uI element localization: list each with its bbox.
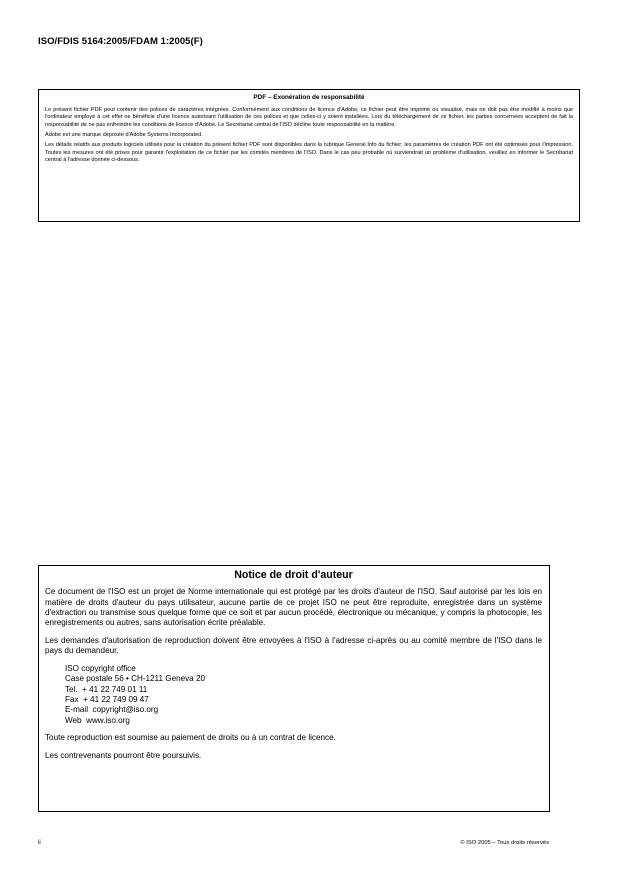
copyright-paragraph: Les contrevenants pourront être poursuivis. xyxy=(45,751,202,761)
address-web: Web www.iso.org xyxy=(65,715,130,725)
address-tel: Tel. + 41 22 749 01 11 xyxy=(65,684,148,694)
page-number: ii xyxy=(38,840,41,846)
disclaimer-paragraph: Adobe est une marque déposée d'Adobe Systems Incorporated. xyxy=(45,132,203,138)
copyright-paragraph: Toute reproduction est soumise au paiement de droits ou à un contrat de licence. xyxy=(45,733,336,743)
disclaimer-paragraph: Les détails relatifs aux produits logiciels utilisés pour la création du présent fichier PDF sont disponibles dans la rubrique General Info du fichier; les paramètres de création PDF ont été optimisés pour l'impression. Toutes les mesures ont été prises pour garantir l'exploitation de ce fichier par les comités membres de l'ISO. Dans le cas peu probable où surviendrait un problème d'utilisation, veuillez en informer le Secrétariat central à l'adresse donnée ci-dessous. xyxy=(45,142,573,163)
copyright-notice-title: Notice de droit d'auteur xyxy=(234,569,353,581)
address-postal: Case postale 56 • CH-1211 Geneva 20 xyxy=(65,674,206,684)
disclaimer-paragraph: Le présent fichier PDF peut contenir des polices de caractères intégrées. Conformément aux conditions de licence d'Adobe, ce fichier peut être imprimé ou visualisé, mais ne doit pas être modifié à moins que l'ordinateur employé à cet effet ne bénéficie d'une licence autorisant l'utilisation de ces polices et que celles-ci y soient installées. Lors du téléchargement de ce fichier, les parties concernées acceptent de fait la responsabilité de ne pas enfreindre les conditions de licence d'Adobe. Le Secrétariat central de l'ISO décline toute responsabilité en la matière. xyxy=(45,107,573,128)
footer-copyright: © ISO 2005 – Tous droits réservés xyxy=(460,840,549,846)
document-header: ISO/FDIS 5164:2005/FDAM 1:2005(F) xyxy=(38,36,203,47)
copyright-paragraph: Ce document de l'ISO est un projet de Norme internationale qui est protégé par les droits d'auteur de l'ISO. Sauf autorisé par les lois en matière de droits d'auteur du pays utilisateur, aucune partie de ce projet ISO ne peut être reproduite, enregistrée dans un système d'extraction ou transmise sous quelque forme que ce soit et par aucun procédé, électronique ou mécanique, y compris la photocopie, les enregistrements ou autres, sans autorisation écrite préalable. xyxy=(45,587,542,628)
address-email: E-mail copyright@iso.org xyxy=(65,705,159,715)
disclaimer-title: PDF – Exonération de responsabilité xyxy=(253,94,365,101)
address-fax: Fax + 41 22 749 09 47 xyxy=(65,694,149,704)
pdf-disclaimer-box xyxy=(38,89,580,222)
address-office: ISO copyright office xyxy=(65,664,136,674)
copyright-paragraph: Les demandes d'autorisation de reproduction doivent être envoyées à l'ISO à l'adresse ci-après ou au comité membre de l'ISO dans le pays du demandeur. xyxy=(45,635,542,656)
copyright-notice-box xyxy=(38,565,550,812)
iso-address-block xyxy=(65,664,542,726)
